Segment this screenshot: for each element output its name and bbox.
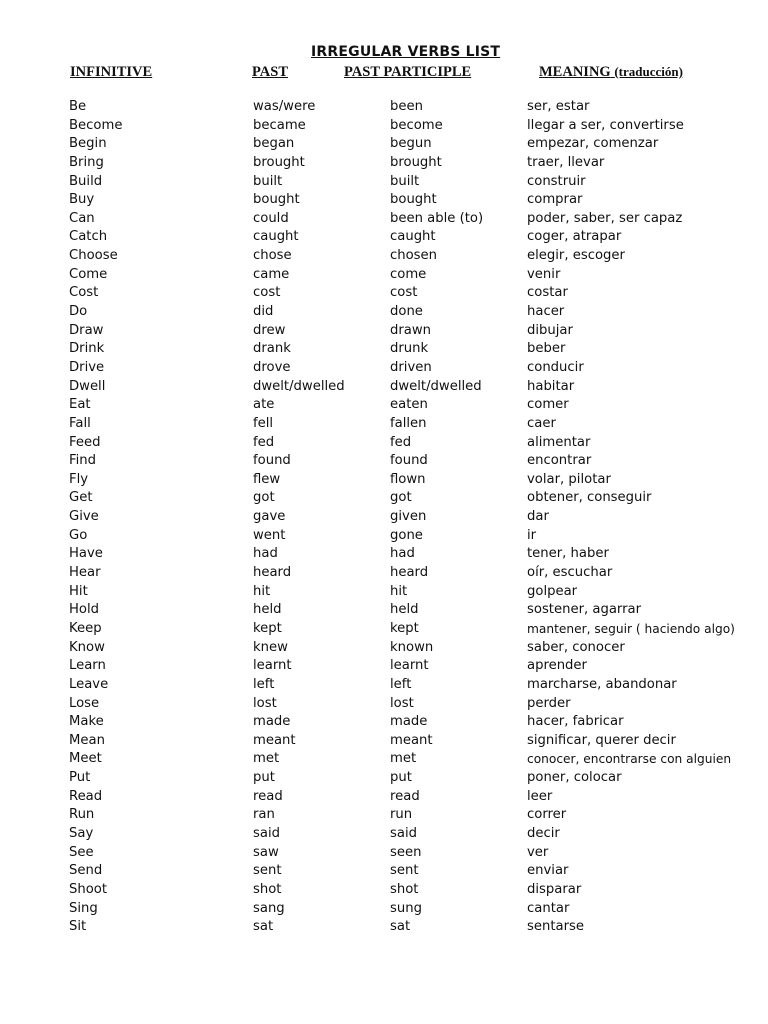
verb-past-participle: fed: [390, 434, 412, 450]
verb-infinitive: Sit: [69, 919, 87, 935]
verb-meaning: hacer, fabricar: [527, 714, 624, 730]
verb-infinitive: Fly: [69, 471, 89, 487]
verb-row: [0, 228, 768, 247]
verb-infinitive: Run: [69, 807, 95, 823]
verb-infinitive: Get: [69, 490, 93, 506]
verb-infinitive: Dwell: [69, 378, 106, 394]
verb-past-participle: meant: [390, 732, 433, 748]
verb-past: fell: [253, 415, 274, 431]
verb-row: [0, 378, 768, 397]
verb-past-participle: seen: [390, 844, 422, 860]
verb-meaning: poner, colocar: [527, 770, 622, 786]
verb-meaning: tener, haber: [527, 546, 609, 562]
verb-row: [0, 657, 768, 676]
verb-row: [0, 471, 768, 490]
verb-infinitive: Have: [69, 546, 103, 562]
verb-infinitive: Drive: [69, 359, 105, 375]
header-infinitive: INFINITIVE: [70, 64, 153, 80]
verb-past-participle: learnt: [390, 658, 429, 674]
verb-infinitive: Feed: [69, 434, 101, 450]
verb-past: could: [253, 210, 289, 226]
verb-meaning: leer: [527, 788, 553, 804]
verb-infinitive: Mean: [69, 732, 105, 748]
verb-past: dwelt/dwelled: [253, 378, 345, 394]
verb-infinitive: Find: [69, 453, 97, 469]
verb-infinitive: Choose: [69, 248, 118, 264]
verb-infinitive: Fall: [69, 415, 91, 431]
verb-infinitive: Meet: [69, 751, 102, 767]
verb-meaning: ser, estar: [527, 99, 590, 114]
verb-past: ate: [253, 397, 275, 413]
verb-row: [0, 732, 768, 751]
verb-meaning: alimentar: [527, 434, 591, 450]
verb-infinitive: Read: [69, 788, 103, 804]
verb-past: drove: [253, 359, 291, 375]
verb-past: kept: [253, 620, 282, 636]
verb-meaning: obtener, conseguir: [527, 490, 652, 506]
page-title: IRREGULAR VERBS LIST: [311, 44, 501, 60]
verb-row: [0, 266, 768, 285]
verb-infinitive: Lose: [69, 695, 100, 711]
verb-infinitive: Give: [69, 509, 99, 525]
verb-infinitive: Can: [69, 210, 95, 226]
verb-past: became: [253, 117, 306, 133]
verb-past: hit: [253, 583, 271, 599]
verb-past-participle: heard: [390, 565, 429, 581]
verb-infinitive: Go: [69, 527, 88, 543]
verb-row: [0, 545, 768, 564]
verb-meaning: empezar, comenzar: [527, 136, 659, 152]
verb-list: [0, 98, 768, 937]
verb-meaning: oír, escuchar: [527, 565, 613, 581]
verb-past-participle: been: [390, 99, 423, 114]
verb-past-participle: found: [390, 453, 428, 469]
verb-past-participle: come: [390, 266, 427, 282]
verb-meaning: correr: [527, 807, 567, 823]
verb-past-participle: held: [390, 602, 419, 618]
verb-meaning: conocer, encontrarse con alguien: [527, 752, 732, 767]
verb-infinitive: Say: [69, 825, 94, 841]
verb-past-participle: drawn: [390, 322, 432, 338]
verb-meaning: traer, llevar: [527, 154, 605, 170]
verb-row: [0, 359, 768, 378]
verb-meaning: elegir, escoger: [527, 248, 625, 264]
verb-meaning: coger, atrapar: [527, 229, 622, 245]
verb-past-participle: brought: [390, 154, 442, 170]
verb-past: meant: [253, 732, 296, 748]
verb-row: [0, 489, 768, 508]
verb-past-participle: hit: [390, 583, 408, 599]
verb-past-participle: shot: [390, 881, 419, 897]
verb-row: [0, 881, 768, 900]
verb-row: [0, 601, 768, 620]
verb-meaning: venir: [527, 266, 561, 282]
verb-row: [0, 918, 768, 937]
verb-past-participle: left: [390, 676, 412, 692]
verb-meaning: sostener, agarrar: [527, 602, 642, 618]
verb-row: [0, 154, 768, 173]
verb-meaning: disparar: [527, 881, 582, 897]
verb-meaning: golpear: [527, 583, 578, 599]
verb-past-participle: run: [390, 807, 413, 823]
verb-row: [0, 396, 768, 415]
verb-row: [0, 247, 768, 266]
verb-meaning: encontrar: [527, 453, 592, 469]
verb-row: [0, 191, 768, 210]
verb-infinitive: Hold: [69, 602, 100, 618]
verb-past-participle: lost: [390, 695, 414, 711]
verb-past: shot: [253, 881, 282, 897]
verb-past-participle: caught: [390, 229, 436, 245]
verb-meaning: dar: [527, 509, 549, 525]
verb-meaning: enviar: [527, 863, 569, 879]
header-meaning-label: MEANING: [539, 64, 611, 80]
verb-past: flew: [253, 471, 281, 487]
verb-past-participle: sat: [390, 919, 411, 935]
verb-past: bought: [253, 192, 300, 208]
verb-infinitive: Keep: [69, 620, 102, 636]
verb-past: built: [253, 173, 283, 189]
verb-past: did: [253, 304, 274, 320]
verb-row: [0, 788, 768, 807]
verb-infinitive: Bring: [69, 154, 104, 170]
verb-past-participle: known: [390, 639, 434, 655]
verb-row: [0, 415, 768, 434]
verb-past-participle: kept: [390, 620, 419, 636]
verb-past: got: [253, 490, 275, 506]
verb-past-participle: flown: [390, 471, 426, 487]
verb-past: fed: [253, 434, 275, 450]
verb-past: sang: [253, 900, 285, 916]
verb-past: put: [253, 770, 275, 786]
verb-past: cost: [253, 285, 281, 301]
verb-row: [0, 173, 768, 192]
verb-meaning: ver: [527, 844, 549, 860]
verb-past-participle: begun: [390, 136, 432, 152]
verb-past-participle: said: [390, 825, 417, 841]
verb-row: [0, 527, 768, 546]
verb-past: held: [253, 602, 282, 618]
verb-row: [0, 135, 768, 154]
verb-infinitive: Make: [69, 714, 104, 730]
verb-meaning: poder, saber, ser capaz: [527, 210, 683, 226]
verb-row: [0, 210, 768, 229]
verb-row: [0, 862, 768, 881]
verb-meaning: aprender: [527, 658, 587, 674]
verb-infinitive: Eat: [69, 397, 91, 413]
verb-infinitive: Become: [69, 117, 123, 133]
verb-past: began: [253, 136, 295, 152]
verb-row: [0, 825, 768, 844]
verb-past: was/were: [253, 99, 316, 114]
verb-past: drank: [253, 341, 291, 357]
header-past: PAST: [252, 64, 288, 80]
verb-past-participle: got: [390, 490, 412, 506]
verb-infinitive: Be: [69, 99, 87, 114]
verb-meaning: mantener, seguir ( haciendo algo): [527, 621, 735, 636]
verb-past-participle: fallen: [390, 415, 427, 431]
verb-infinitive: Know: [69, 639, 105, 655]
verb-row: [0, 713, 768, 732]
verb-past: left: [253, 676, 275, 692]
verb-past: made: [253, 714, 291, 730]
verb-past: had: [253, 546, 278, 562]
verb-past-participle: sent: [390, 863, 419, 879]
verb-meaning: comprar: [527, 192, 583, 208]
verb-row: [0, 98, 768, 117]
verb-past-participle: driven: [390, 359, 432, 375]
verb-past-participle: chosen: [390, 248, 438, 264]
verb-row: [0, 806, 768, 825]
verb-past-participle: made: [390, 714, 428, 730]
verb-past-participle: built: [390, 173, 420, 189]
verb-meaning: llegar a ser, convertirse: [527, 117, 684, 133]
verb-past-participle: had: [390, 546, 415, 562]
verb-meaning: dibujar: [527, 322, 573, 338]
verb-past: brought: [253, 154, 305, 170]
verb-row: [0, 583, 768, 602]
verb-past: learnt: [253, 658, 292, 674]
verb-infinitive: Sing: [69, 900, 98, 916]
verb-meaning: decir: [527, 825, 560, 841]
verb-meaning: marcharse, abandonar: [527, 676, 677, 692]
verb-infinitive: Buy: [69, 192, 95, 208]
verb-row: [0, 639, 768, 658]
verb-meaning: conducir: [527, 359, 584, 375]
verb-past-participle: drunk: [390, 341, 429, 357]
verb-infinitive: Do: [69, 304, 88, 320]
verb-meaning: caer: [527, 415, 556, 431]
verb-meaning: cantar: [527, 900, 570, 916]
verb-past: chose: [253, 248, 292, 264]
verb-meaning: sentarse: [527, 919, 584, 935]
verb-meaning: significar, querer decir: [527, 732, 676, 748]
verb-past: read: [253, 788, 283, 804]
verb-infinitive: Put: [69, 770, 91, 786]
verb-past: found: [253, 453, 291, 469]
verb-meaning: habitar: [527, 378, 575, 394]
verb-row: [0, 900, 768, 919]
verb-infinitive: Send: [69, 863, 103, 879]
verb-infinitive: Drink: [69, 341, 105, 357]
verb-past-participle: done: [390, 304, 423, 320]
verb-row: [0, 508, 768, 527]
verb-row: [0, 844, 768, 863]
verb-past: sent: [253, 863, 282, 879]
verb-past: ran: [253, 807, 275, 823]
verb-infinitive: Build: [69, 173, 103, 189]
header-meaning: [539, 64, 683, 81]
verb-row: [0, 676, 768, 695]
verb-row: [0, 695, 768, 714]
header-past-participle: PAST PARTICIPLE: [344, 64, 472, 80]
verb-past-participle: become: [390, 117, 443, 133]
verb-past: said: [253, 825, 280, 841]
verb-infinitive: See: [69, 844, 94, 860]
verb-meaning: volar, pilotar: [527, 471, 611, 487]
verb-past-participle: gone: [390, 527, 423, 543]
verb-past-participle: given: [390, 509, 427, 525]
verb-infinitive: Draw: [69, 322, 104, 338]
verb-meaning: comer: [527, 397, 569, 413]
verb-meaning: costar: [527, 285, 568, 301]
verb-infinitive: Hear: [69, 565, 101, 581]
verb-infinitive: Cost: [69, 285, 99, 301]
verb-past: gave: [253, 509, 286, 525]
verb-past: came: [253, 266, 290, 282]
verb-past-participle: cost: [390, 285, 418, 301]
verb-meaning: ir: [527, 527, 537, 543]
verb-infinitive: Leave: [69, 676, 109, 692]
verb-meaning: perder: [527, 695, 571, 711]
verb-row: [0, 750, 768, 769]
verb-infinitive: Hit: [69, 583, 88, 599]
verb-past-participle: dwelt/dwelled: [390, 378, 482, 394]
verb-past-participle: bought: [390, 192, 437, 208]
verb-past-participle: met: [390, 751, 417, 767]
verb-past: met: [253, 751, 280, 767]
verb-past: drew: [253, 322, 286, 338]
verb-past: heard: [253, 565, 292, 581]
verb-past-participle: eaten: [390, 397, 428, 413]
verb-past-participle: read: [390, 788, 420, 804]
verb-past: caught: [253, 229, 299, 245]
verb-infinitive: Come: [69, 266, 108, 282]
verb-row: [0, 564, 768, 583]
verb-meaning: construir: [527, 173, 586, 189]
verb-infinitive: Begin: [69, 136, 107, 152]
verb-row: [0, 769, 768, 788]
verb-row: [0, 303, 768, 322]
verb-past-participle: put: [390, 770, 412, 786]
header-meaning-sub: (traducción): [614, 64, 683, 79]
verb-meaning: hacer: [527, 304, 565, 320]
verb-row: [0, 117, 768, 136]
verb-infinitive: Catch: [69, 229, 108, 245]
verb-past-participle: been able (to): [390, 210, 484, 226]
verb-row: [0, 620, 768, 639]
verb-past: lost: [253, 695, 277, 711]
verb-row: [0, 434, 768, 453]
verb-past: saw: [253, 844, 279, 860]
verb-row: [0, 340, 768, 359]
verb-past: sat: [253, 919, 274, 935]
verb-infinitive: Shoot: [69, 881, 108, 897]
verb-past-participle: sung: [390, 900, 422, 916]
verb-meaning: saber, conocer: [527, 639, 625, 655]
verb-infinitive: Learn: [69, 658, 106, 674]
verb-row: [0, 284, 768, 303]
verb-past: knew: [253, 639, 288, 655]
verb-past: went: [253, 527, 286, 543]
verb-row: [0, 322, 768, 341]
verb-meaning: beber: [527, 341, 566, 357]
verb-row: [0, 452, 768, 471]
